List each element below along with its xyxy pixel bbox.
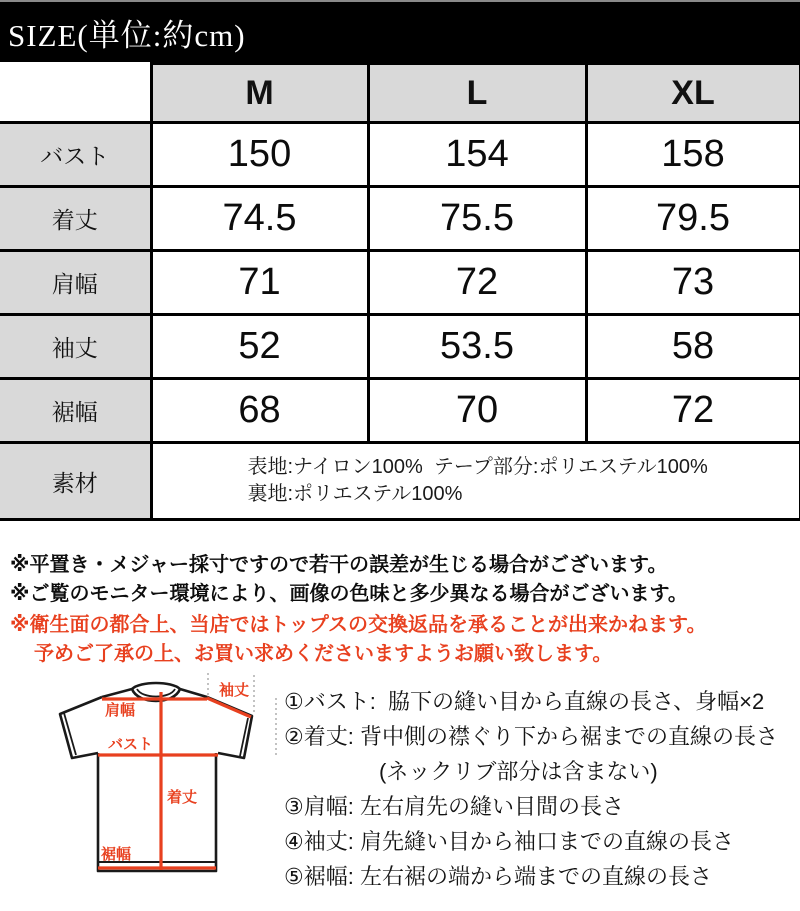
note-line-no-return: ※衛生面の都合上、当店ではトップスの交換返品を承ることが出来かねます。 <box>10 614 707 636</box>
bust-value-m: 150 <box>151 123 368 187</box>
hem-width-label: 裾幅 <box>101 846 132 863</box>
body-length-label: 着丈 <box>167 789 198 806</box>
row-label-material: 素材 <box>0 443 151 520</box>
guide-line-length: ②着丈: 背中側の襟ぐり下から裾までの直線の長さ <box>284 724 778 749</box>
guide-line-sleeve: ④袖丈: 肩先縫い目から袖口までの直線の長さ <box>284 829 734 854</box>
size-table <box>0 62 800 521</box>
note-line-monitor: ※ご覧のモニター環境により、画像の色味と多少異なる場合がございます。 <box>10 583 688 605</box>
material-cell <box>151 443 800 520</box>
table-row-material <box>0 443 800 520</box>
title-bar <box>0 0 800 62</box>
shoulder-value-m: 71 <box>151 251 368 315</box>
table-row-length <box>0 187 800 251</box>
shoulder-value-l: 72 <box>368 251 586 315</box>
shoulder-width-label: 肩幅 <box>105 702 136 719</box>
note-line-measure: ※平置き・メジャー採寸ですので若干の誤差が生じる場合がございます。 <box>10 554 668 576</box>
guide-line-bust: ①バスト: 脇下の縫い目から直線の長さ、身幅×2 <box>284 689 765 714</box>
bust-value-l: 154 <box>368 123 586 187</box>
shoulder-value-xl: 73 <box>586 251 800 315</box>
row-label-sleeve: 袖丈 <box>0 315 151 379</box>
corner-cell <box>0 64 151 123</box>
guide-line-shoulder: ③肩幅: 左右肩先の縫い目間の長さ <box>284 794 624 819</box>
sleeve-value-xl: 58 <box>586 315 800 379</box>
hem-value-m: 68 <box>151 379 368 443</box>
sleeve-value-m: 52 <box>151 315 368 379</box>
sleeve-length-label: 袖丈 <box>219 682 250 699</box>
row-label-length: 着丈 <box>0 187 151 251</box>
bust-value-xl: 158 <box>586 123 800 187</box>
row-label-shoulder: 肩幅 <box>0 251 151 315</box>
guide-line-length-sub: (ネックリブ部分は含まない) <box>379 759 658 784</box>
guide-line-hem: ⑤裾幅: 左右裾の端から端までの直線の長さ <box>284 864 712 889</box>
length-value-xl: 79.5 <box>586 187 800 251</box>
bust-label: バスト <box>108 736 154 753</box>
notes-section <box>10 551 800 669</box>
material-line-2: 裏地:ポリエステル100% <box>247 483 463 505</box>
guide-section <box>284 684 794 894</box>
length-value-l: 75.5 <box>368 187 586 251</box>
tshirt-outline <box>60 683 252 871</box>
table-row-sleeve <box>0 315 800 379</box>
note-line-please-note: 予めご了承の上、お買い求めくださいますようお願い致します。 <box>34 643 613 665</box>
table-header-row <box>0 64 800 123</box>
size-column-header-l: L <box>368 64 586 123</box>
material-line-1: 表地:ナイロン100% テープ部分:ポリエステル100% <box>247 456 708 478</box>
hem-value-l: 70 <box>368 379 586 443</box>
table-row-shoulder <box>0 251 800 315</box>
length-value-m: 74.5 <box>151 187 368 251</box>
row-label-hem: 裾幅 <box>0 379 151 443</box>
tshirt-diagram <box>30 670 280 906</box>
table-row-bust <box>0 123 800 187</box>
hem-value-xl: 72 <box>586 379 800 443</box>
row-label-bust: バスト <box>0 123 151 187</box>
size-column-header-m: M <box>151 64 368 123</box>
sleeve-value-l: 53.5 <box>368 315 586 379</box>
diagram-section <box>0 668 800 906</box>
page-title: SIZE(単位:約cm) <box>8 17 246 53</box>
table-row-hem <box>0 379 800 443</box>
size-column-header-xl: XL <box>586 64 800 123</box>
